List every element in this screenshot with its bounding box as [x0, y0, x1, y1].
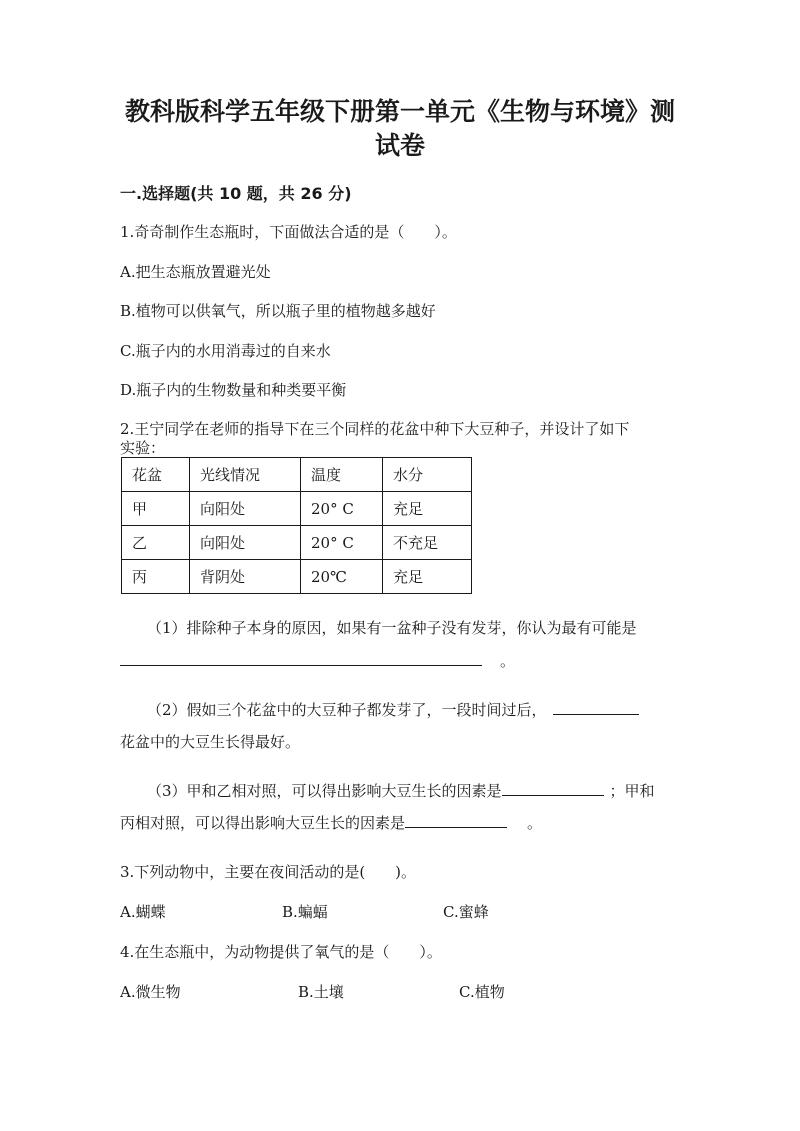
question-1-option-b: B.植物可以供氧气，所以瓶子里的植物越多越好	[120, 302, 436, 320]
answer-blank[interactable]	[405, 813, 507, 828]
question-1-option-a: A.把生态瓶放置避光处	[120, 263, 271, 281]
question-4-option-c: C.植物	[459, 983, 505, 1001]
answer-blank[interactable]	[553, 700, 639, 715]
question-2-sub1: （1）排除种子本身的原因，如果有一盆种子没有发芽，你认为最有可能是	[147, 619, 637, 637]
table-header-cell: 花盆	[122, 458, 190, 492]
question-1-stem: 1.奇奇制作生态瓶时，下面做法合适的是（ ）。	[120, 223, 457, 241]
question-2-sub1-answer-line	[120, 650, 515, 671]
table-row	[122, 526, 472, 560]
table-cell: 甲	[122, 492, 190, 526]
question-3-stem: 3.下列动物中，主要在夜间活动的是( )。	[120, 863, 417, 881]
question-2-sub3-text-end: ；甲和	[609, 782, 655, 800]
table-cell: 向阳处	[190, 526, 301, 560]
section-heading: 一.选择题(共 10 题，共 26 分)	[120, 184, 352, 203]
question-3-option-c: C.蜜蜂	[443, 903, 489, 921]
question-2-sub3-line1	[147, 780, 655, 801]
table-cell: 充足	[383, 492, 472, 526]
question-1-option-d: D.瓶子内的生物数量和种类要平衡	[120, 381, 347, 399]
question-2-sub2	[147, 699, 639, 720]
table-cell: 丙	[122, 560, 190, 594]
question-3-option-a: A.蝴蝶	[120, 903, 166, 921]
table-cell: 向阳处	[190, 492, 301, 526]
table-cell: 背阴处	[190, 560, 301, 594]
question-4-stem: 4.在生态瓶中，为动物提供了氧气的是（ ）。	[120, 943, 442, 961]
page-title-line2: 试卷	[374, 131, 425, 160]
table-cell: 20° C	[301, 526, 383, 560]
table-header-row	[122, 458, 472, 492]
answer-blank[interactable]	[502, 781, 604, 796]
table-header-cell: 光线情况	[190, 458, 301, 492]
question-2-stem-line2: 实验：	[120, 439, 166, 457]
sentence-end: 。	[500, 652, 516, 670]
answer-blank[interactable]	[120, 651, 482, 666]
question-2-sub3-line2	[120, 812, 542, 833]
question-3-option-b: B.蝙蝠	[282, 903, 328, 921]
table-cell: 不充足	[383, 526, 472, 560]
table-cell: 充足	[383, 560, 472, 594]
table-header-cell: 水分	[383, 458, 472, 492]
table-cell: 20° C	[301, 492, 383, 526]
question-2-sub2-text: （2）假如三个花盆中的大豆种子都发芽了，一段时间过后，	[147, 701, 547, 719]
question-4-option-a: A.微生物	[120, 983, 181, 1001]
page-title-line1: 教科版科学五年级下册第一单元《生物与环境》测	[124, 97, 675, 126]
question-1-option-c: C.瓶子内的水用消毒过的自来水	[120, 342, 331, 360]
question-2-sub2-cont: 花盆中的大豆生长得最好。	[120, 733, 301, 751]
question-2-stem-line1: 2.王宁同学在老师的指导下在三个同样的花盆中种下大豆种子，并设计了如下	[120, 420, 630, 438]
table-cell: 20℃	[301, 560, 383, 594]
table-row	[122, 560, 472, 594]
experiment-table	[121, 457, 472, 594]
table-header-cell: 温度	[301, 458, 383, 492]
question-2-sub3-text: （3）甲和乙相对照，可以得出影响大豆生长的因素是	[147, 782, 502, 800]
sentence-end: 。	[527, 814, 543, 832]
table-row	[122, 492, 472, 526]
table-cell: 乙	[122, 526, 190, 560]
question-4-option-b: B.土壤	[298, 983, 344, 1001]
question-2-sub3-text-2: 丙相对照，可以得出影响大豆生长的因素是	[120, 814, 406, 832]
